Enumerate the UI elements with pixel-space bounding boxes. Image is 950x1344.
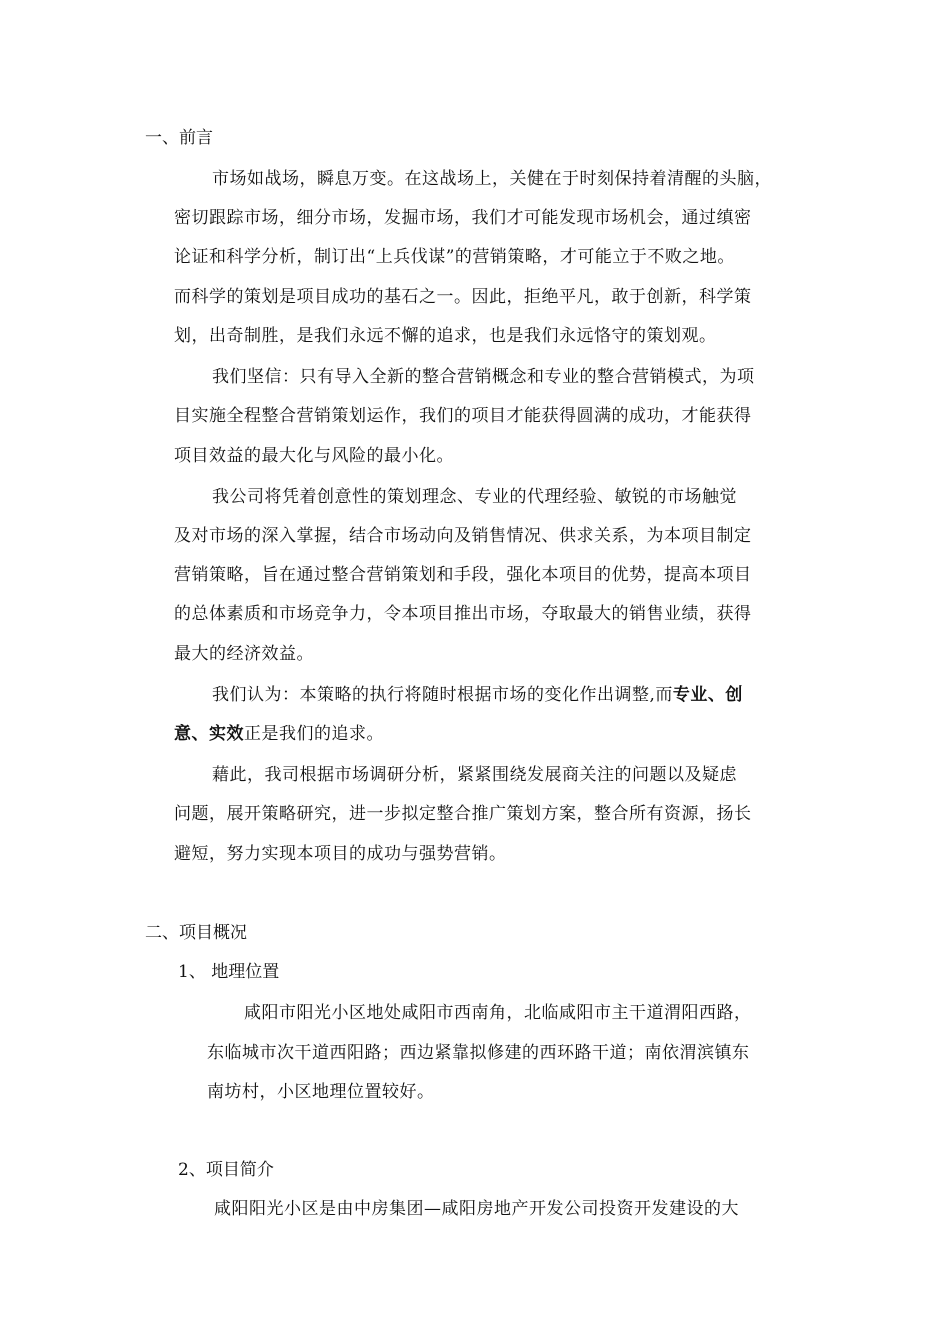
paragraph-line: 而科学的策划是项目成功的基石之一。因此，拒绝平凡，敢于创新，科学策 <box>174 287 752 307</box>
paragraph-line: 问题，展开策略研究，进一步拟定整合推广策划方案，整合所有资源，扬长 <box>174 804 752 824</box>
paragraph-line: 营销策略，旨在通过整合营销策划和手段，强化本项目的优势，提高本项目 <box>174 565 752 585</box>
paragraph-line: 咸阳阳光小区是由中房集团—咸阳房地产开发公司投资开发建设的大 <box>214 1199 739 1219</box>
subsection-heading-intro: 2、项目简介 <box>178 1160 274 1180</box>
paragraph-line: 项目效益的最大化与风险的最小化。 <box>174 446 454 466</box>
paragraph-line: 市场如战场，瞬息万变。在这战场上，关健在于时刻保持着清醒的头脑， <box>212 169 772 189</box>
paragraph-line <box>174 723 384 745</box>
paragraph-line: 咸阳市阳光小区地处咸阳市西南角，北临咸阳市主干道渭阳西路， <box>244 1003 752 1023</box>
paragraph-text: 我们认为：本策略的执行将随时根据市场的变化作出调整,而 <box>212 685 673 705</box>
paragraph-line: 划，出奇制胜，是我们永远不懈的追求，也是我们永远恪守的策划观。 <box>174 326 717 346</box>
paragraph-line <box>212 684 743 706</box>
paragraph-line: 论证和科学分析，制订出“上兵伐谋”的营销策略，才可能立于不败之地。 <box>174 247 735 267</box>
paragraph-line: 东临城市次干道西阳路；西边紧靠拟修建的西环路干道；南依渭滨镇东 <box>207 1043 750 1063</box>
paragraph-line: 藉此，我司根据市场调研分析，紧紧围绕发展商关注的问题以及疑虑 <box>212 765 737 785</box>
paragraph-line: 最大的经济效益。 <box>174 644 314 664</box>
paragraph-line: 我们坚信：只有导入全新的整合营销概念和专业的整合营销模式，为项 <box>212 367 755 387</box>
paragraph-line: 南坊村，小区地理位置较好。 <box>207 1082 435 1102</box>
paragraph-text: 正是我们的追求。 <box>244 724 384 744</box>
paragraph-line: 及对市场的深入掌握，结合市场动向及销售情况、供求关系，为本项目制定 <box>174 526 752 546</box>
paragraph-line: 目实施全程整合营销策划运作，我们的项目才能获得圆满的成功，才能获得 <box>174 406 752 426</box>
paragraph-line: 我公司将凭着创意性的策划理念、专业的代理经验、敏锐的市场触觉 <box>212 487 737 507</box>
paragraph-line: 密切跟踪市场，细分市场，发掘市场，我们才可能发现市场机会，通过缜密 <box>174 208 752 228</box>
paragraph-line: 的总体素质和市场竞争力，令本项目推出市场，夺取最大的销售业绩，获得 <box>174 604 752 624</box>
section-heading-overview: 二、项目概况 <box>145 923 247 943</box>
subsection-heading-location: 1、 地理位置 <box>178 962 280 982</box>
paragraph-line: 避短，努力实现本项目的成功与强势营销。 <box>174 844 507 864</box>
section-heading-preface: 一、前言 <box>145 128 213 148</box>
emphasis-text: 专业、创 <box>672 685 743 705</box>
emphasis-text: 意、实效 <box>174 724 244 744</box>
